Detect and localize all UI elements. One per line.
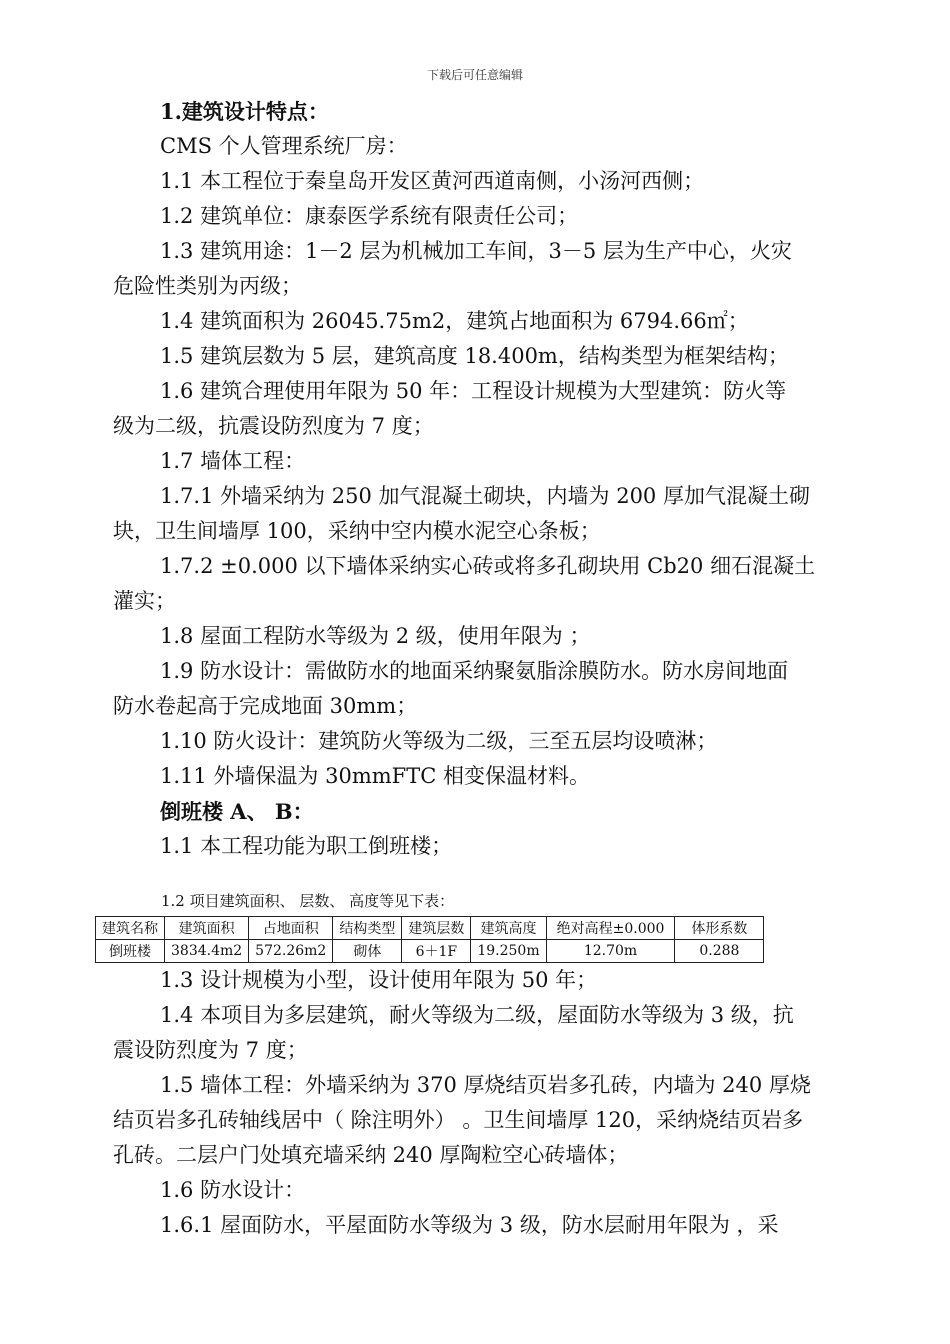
para-2-1-5-cont: 结页岩多孔砖轴线居中（ 除注明外） 。卫生间墙厚 120，采纳烧结页岩多 <box>113 1108 804 1132</box>
building-spec-table <box>95 916 764 963</box>
table-cell: 3834.4m2 <box>165 940 249 963</box>
page-header-note: 下载后可任意编辑 <box>426 68 523 82</box>
table-cell: 572.26m2 <box>249 940 333 963</box>
para-2-1-4-cont: 震设防烈度为 7 度； <box>113 1038 308 1062</box>
table-header-cell: 绝对高程±0.000 <box>546 917 675 940</box>
para-2-1-5-cont2: 孔砖。二层户门处填充墙采纳 240 厚陶粒空心砖墙体； <box>113 1143 629 1167</box>
para-2-1-6-1: 1.6.1 屋面防水，平屋面防水等级为 3 级，防水层耐用年限为 ，采 <box>160 1213 779 1237</box>
para-1-7-2: 1.7.2 ±0.000 以下墙体采纳实心砖或将多孔砌块用 Cb20 细石混凝土 <box>160 554 816 578</box>
para-2-1-5: 1.5 墙体工程：外墙采纳为 370 厚烧结页岩多孔砖，内墙为 240 厚烧 <box>160 1073 811 1097</box>
para-1-7-1-cont: 块，卫生间墙厚 100，采纳中空内模水泥空心条板； <box>113 519 601 543</box>
para-1-3-cont: 危险性类别为丙级； <box>113 274 302 298</box>
table-header-cell: 建筑高度 <box>471 917 546 940</box>
table-cell: 倒班楼 <box>96 940 165 963</box>
para-2-1-1: 1.1 本工程功能为职工倒班楼； <box>160 834 453 858</box>
document-body <box>102 94 863 1243</box>
para-2-1-4: 1.4 本项目为多层建筑，耐火等级为二级，屋面防水等级为 3 级，抗 <box>160 1003 794 1027</box>
table-cell: 砌体 <box>333 940 402 963</box>
table-header-row <box>96 917 764 940</box>
table-cell: 19.250m <box>471 940 546 963</box>
para-1-3: 1.3 建筑用途：1－2 层为机械加工车间，3－5 层为生产中心，火灾 <box>160 239 792 263</box>
para-1-7-2-cont: 灌实； <box>113 589 176 613</box>
table-header-cell: 结构类型 <box>333 917 402 940</box>
para-1-1: 1.1 本工程位于秦皇岛开发区黄河西道南侧，小汤河西侧； <box>160 169 705 193</box>
para-2-1-6: 1.6 防水设计： <box>160 1178 306 1202</box>
table-header-cell: 建筑名称 <box>96 917 165 940</box>
para-1-9: 1.9 防水设计：需做防水的地面采纳聚氨脂涂膜防水。防水房间地面 <box>160 659 789 683</box>
table-row <box>96 940 764 963</box>
para-1-6: 1.6 建筑合理使用年限为 50 年：工程设计规模为大型建筑：防火等 <box>160 379 787 403</box>
para-1-5: 1.5 建筑层数为 5 层，建筑高度 18.400m，结构类型为框架结构； <box>160 344 789 368</box>
table-cell: 0.288 <box>675 940 764 963</box>
table-caption: 1.2 项目建筑面积、 层数、 高度等见下表： <box>161 892 455 910</box>
para-1-7: 1.7 墙体工程： <box>160 449 306 473</box>
table-header-cell: 体形系数 <box>675 917 764 940</box>
para-1-7-1: 1.7.1 外墙采纳为 250 加气混凝土砌块，内墙为 200 厚加气混凝土砌 <box>160 484 810 508</box>
section-title: 1.建筑设计特点： <box>160 99 329 124</box>
table-header-cell: 占地面积 <box>249 917 333 940</box>
table-header-cell: 建筑层数 <box>402 917 471 940</box>
cms-title: CMS 个人管理系统厂房： <box>160 134 408 158</box>
para-1-11: 1.11 外墙保温为 30mmFTC 相变保温材料。 <box>160 764 590 788</box>
table-cell: 12.70m <box>546 940 675 963</box>
para-1-2: 1.2 建筑单位：康泰医学系统有限责任公司； <box>160 204 579 228</box>
table-cell: 6＋1F <box>402 940 471 963</box>
para-1-6-cont: 级为二级，抗震设防烈度为 7 度； <box>113 414 434 438</box>
para-1-4: 1.4 建筑面积为 26045.75m2，建筑占地面积为 6794.66㎡； <box>160 309 749 333</box>
table-header-cell: 建筑面积 <box>165 917 249 940</box>
para-1-8: 1.8 屋面工程防水等级为 2 级，使用年限为 ； <box>160 624 591 648</box>
para-1-9-cont: 防水卷起高于完成地面 30mm； <box>113 694 418 718</box>
para-1-10: 1.10 防火设计：建筑防火等级为二级，三至五层均设喷淋； <box>160 729 718 753</box>
section-2-title: 倒班楼 A、 B： <box>160 799 314 824</box>
para-2-1-3: 1.3 设计规模为小型，设计使用年限为 50 年； <box>160 968 598 992</box>
